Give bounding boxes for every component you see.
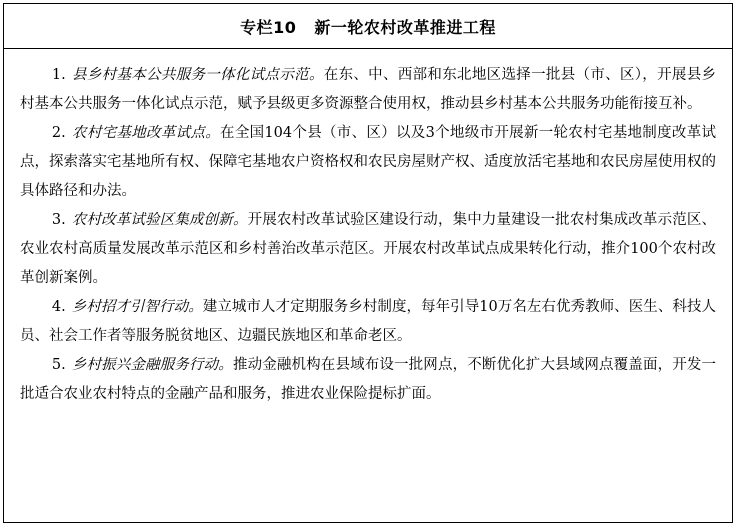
item-number: 5.	[51, 357, 66, 373]
box-title: 新一轮农村改革推进工程	[314, 17, 496, 37]
item-body: 推动金融机构在县域布设一批网点，不断优化扩大县域网点覆盖面，开发一批适合农业农村特点的金融产品和服务，推进农业保险提标扩面。	[20, 357, 717, 402]
item-list	[4, 49, 732, 409]
list-item	[20, 61, 716, 119]
item-body: 在东、中、西部和东北地区选择一批县（市、区），开展县乡村基本公共服务一体化试点示范，赋予县级更多资源整合使用权，推动县乡村基本公共服务功能衔接互补。	[20, 67, 716, 112]
box-label: 专栏10	[240, 17, 297, 37]
item-heading: 乡村振兴金融服务行动。	[71, 357, 233, 373]
list-item	[20, 119, 716, 206]
item-number: 1.	[51, 67, 66, 83]
item-body: 在全国104个县（市、区）以及3个地级市开展新一轮农村宅基地制度改革试点，探索落实宅基地所有权、保障宅基地农户资格权和农民房屋财产权、适度放活宅基地和农民房屋使用权的具体路径和办法。	[20, 125, 716, 199]
feature-box	[3, 3, 733, 523]
item-heading: 农村改革试验区集成创新。	[71, 212, 248, 228]
item-heading: 乡村招才引智行动。	[71, 299, 203, 315]
item-body: 建立城市人才定期服务乡村制度，每年引导10万名左右优秀教师、医生、科技人员、社会工作者等服务脱贫地区、边疆民族地区和革命老区。	[20, 299, 717, 344]
list-item	[20, 293, 716, 351]
item-heading: 县乡村基本公共服务一体化试点示范。	[71, 67, 324, 83]
box-title-bar	[4, 4, 732, 49]
item-number: 3.	[51, 212, 66, 228]
item-number: 2.	[51, 125, 66, 141]
item-heading: 农村宅基地改革试点。	[71, 125, 221, 141]
list-item	[20, 206, 716, 293]
item-body: 开展农村改革试验区建设行动，集中力量建设一批农村集成改革示范区、农业农村高质量发展改革示范区和乡村善治改革示范区。开展农村改革试点成果转化行动，推介100个农村改革创新案例。	[20, 212, 717, 286]
item-number: 4.	[51, 299, 66, 315]
list-item	[20, 351, 716, 409]
